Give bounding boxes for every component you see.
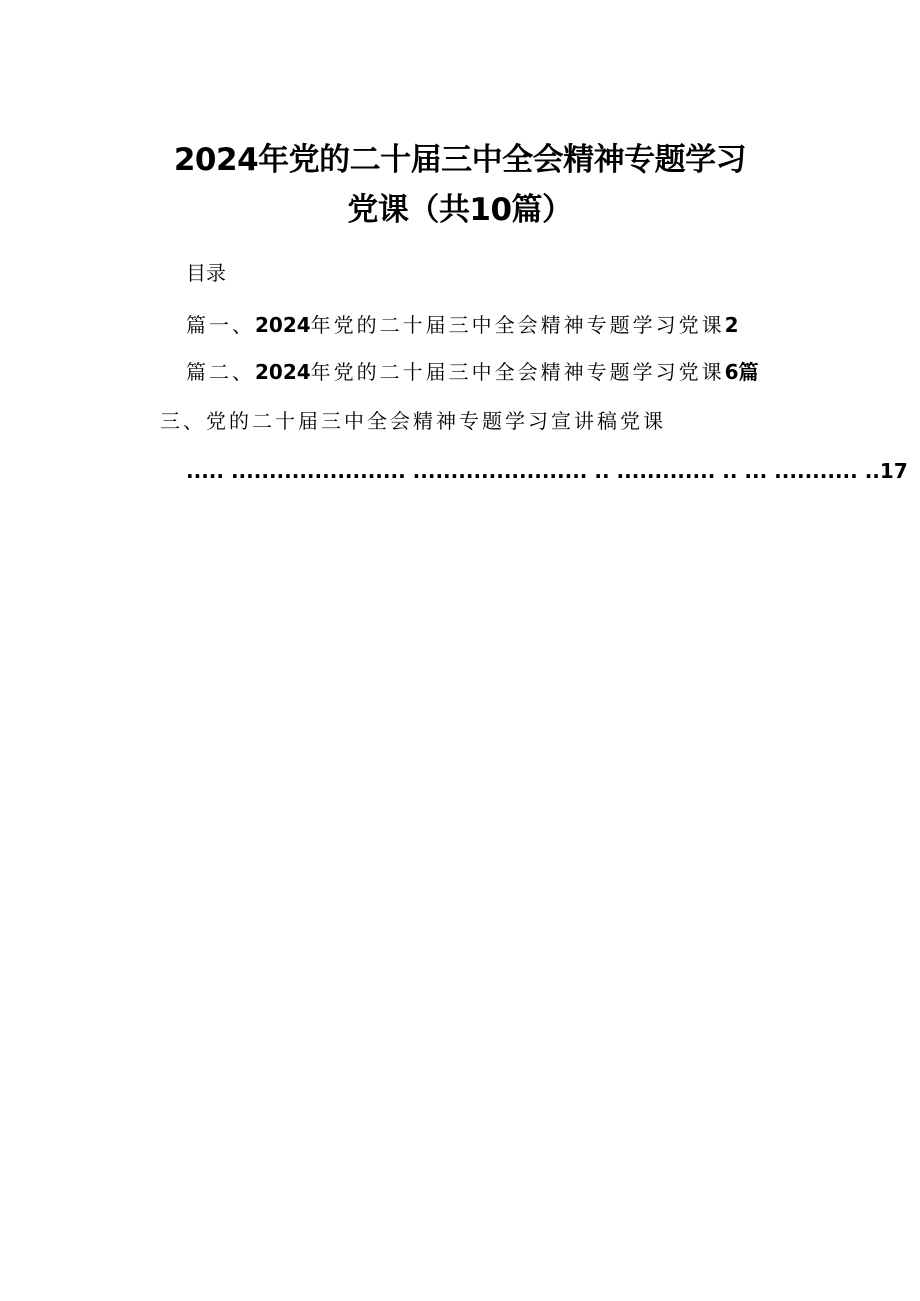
toc-heading: 目录 <box>186 261 226 285</box>
toc-entry-3[interactable]: 三、党的二十届三中全会精神专题学习宣讲稿党课 <box>160 409 666 433</box>
document-title-line-1: 2024年党的二十届三中全会精神专题学习 <box>173 142 747 178</box>
toc-entry-2-prefix: 篇二、 <box>186 360 255 384</box>
toc-entry-2-title: 年党的二十届三中全会精神专题学习党课 <box>310 360 725 384</box>
toc-entry-1-page: 2 <box>724 313 739 337</box>
toc-entry-3-dot-leader-page: ..... ....................... ....................... .. ............. .. ... ........... ..17 <box>186 459 908 483</box>
document-title-line-2: 党课（共10篇） <box>347 192 573 228</box>
toc-entry-1-title: 年党的二十届三中全会精神专题学习党课 <box>310 313 725 337</box>
toc-entry-2[interactable] <box>186 357 759 387</box>
toc-entry-2-page: 6篇 <box>724 360 759 384</box>
toc-entry-2-year: 2024 <box>255 360 311 384</box>
toc-entry-1[interactable] <box>186 310 739 340</box>
toc-entry-1-prefix: 篇一、 <box>186 313 255 337</box>
toc-entry-1-year: 2024 <box>255 313 311 337</box>
